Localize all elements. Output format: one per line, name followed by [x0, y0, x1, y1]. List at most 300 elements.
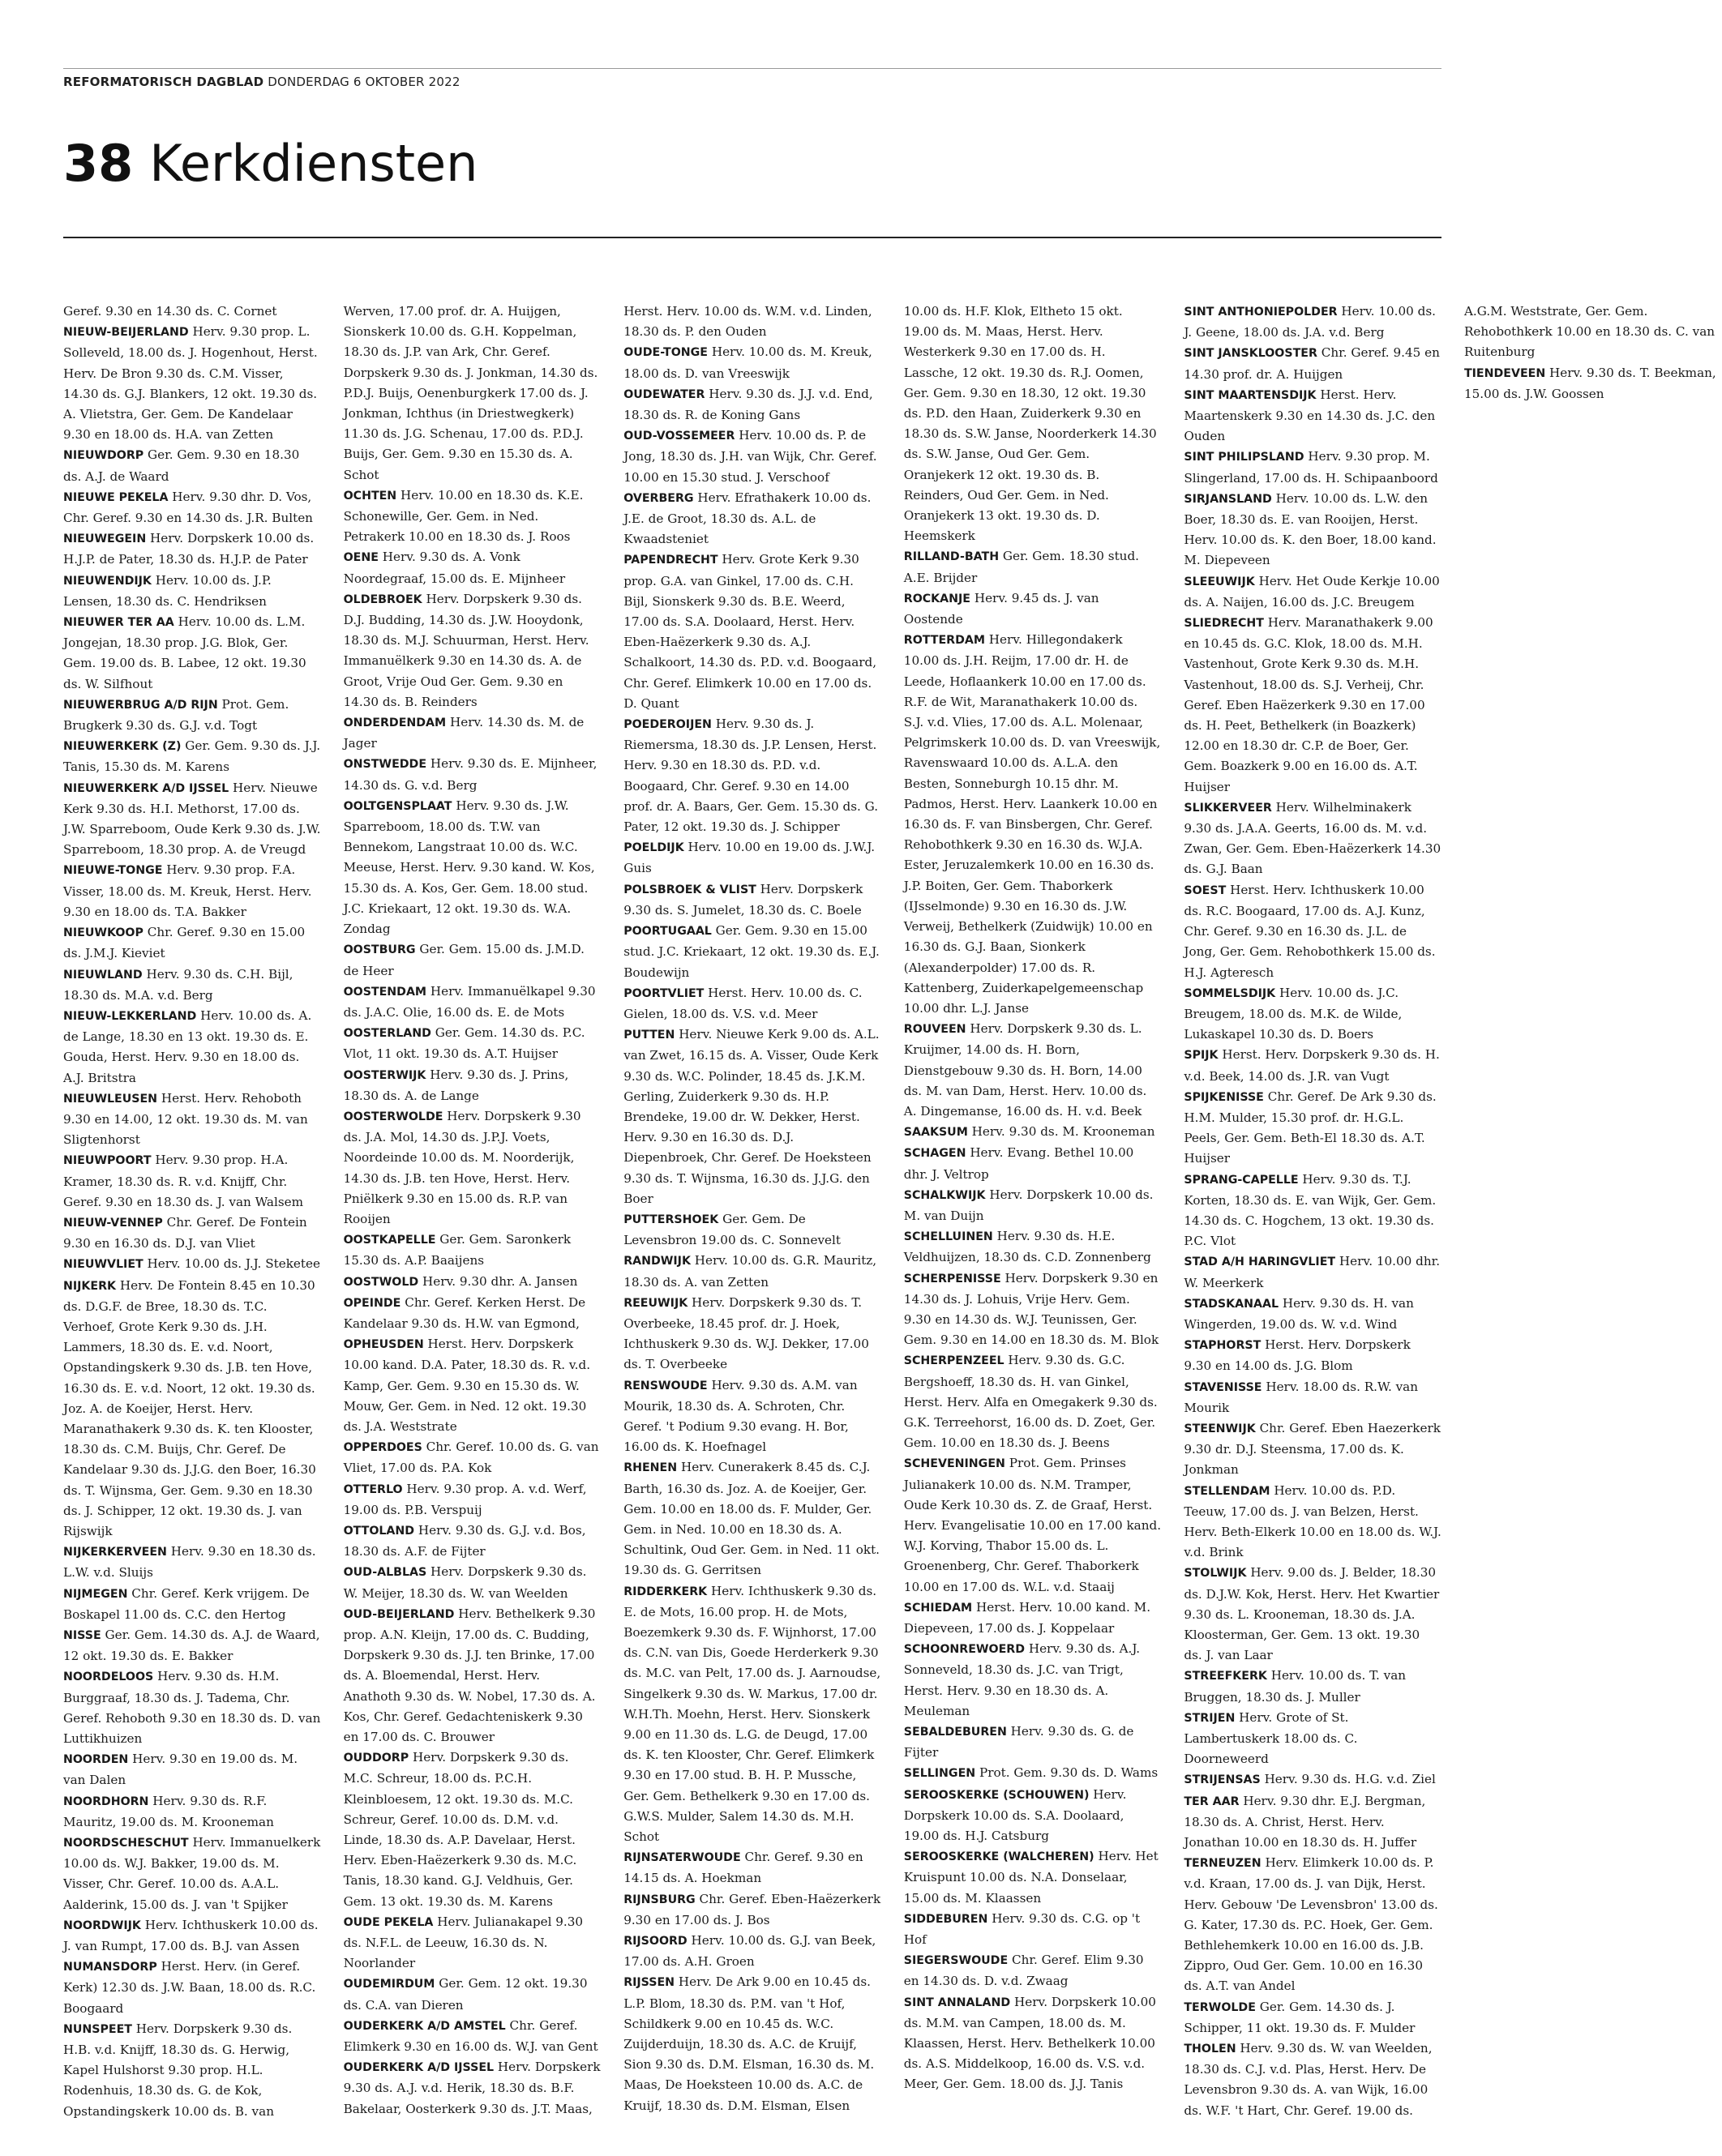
service-details: Herv. Elimkerk 10.00 ds. P. v.d. Kraan, 17.00 ds. J. van Dijk, Herst. Herv. Gebouw 'De Levensbron' 13.00 ds. G. Kater, 17.30 ds. P.C. Hoek, Ger. Gem. Bethlehemkerk 10.00 en 16.00 ds. J.B. Zippro, Oud Ger. Gem. 10.00 en 16.30 ds. A.T. van Andel — [1184, 1855, 1438, 1994]
publication-name: REFORMATORISCH DAGBLAD — [63, 75, 264, 89]
service-details: Herv. Dorpskerk 9.30 ds. D.J. Budding, 14.30 ds. J.W. Hooydonk, 18.30 ds. M.J. Schuurman, Herst. Herv. Immanuëlkerk 9.30 en 14.30 ds. A. de Groot, Vrije Oud Ger. Gem. 9.30 en 14.30 ds. B. Reinders — [343, 591, 589, 709]
place-name: OOSTERWIJK — [343, 1068, 426, 1082]
place-name: OUDERKERK A/D AMSTEL — [343, 2019, 506, 2033]
place-name: SCHAGEN — [903, 1147, 966, 1161]
service-details: Herv. 9.30 dhr. D. Vos, Chr. Geref. 9.30 en 14.30 ds. J.R. Bulten — [63, 489, 313, 526]
service-details: Herv. 9.30 ds. G.C. Bergshoeff, 18.30 ds. H. van Ginkel, Herst. Herv. Alfa en Omegakerk 9.30 ds. G.K. Terreehorst, 16.00 ds. D. Zoet, Ger. Gem. 10.00 en 18.30 ds. J. Beens — [903, 1353, 1158, 1451]
service-entry — [1184, 1563, 1441, 1666]
service-entry — [623, 1293, 881, 1375]
service-entry — [63, 1833, 321, 1915]
service-details: Herv. Efrathakerk 10.00 ds. J.E. de Groot, 18.30 ds. A.L. de Kwaadsteniet — [623, 490, 872, 547]
service-details: Prot. Gem. 9.30 ds. D. Wams — [979, 1765, 1159, 1781]
service-details: Herv. 9.00 ds. J. Belder, 18.30 ds. D.J.W. Kok, Herst. Herv. Het Kwartier 9.30 ds. L. Krooneman, 18.30 ds. J.A. Kloosterman, Ger. Gem. 13 okt. 19.30 ds. J. van Laar — [1184, 1565, 1440, 1663]
service-details: Herv. De Ark 9.00 en 10.45 ds. L.P. Blom, 18.30 ds. P.M. van 't Hof, Schildkerk 9.00 en 10.45 ds. W.C. Zuijderduijn, 18.30 ds. A.C. de Kruijf, Sion 9.30 ds. D.M. Elsman, 16.30 ds. M. Maas, De Hoeksteen 10.00 ds. A.C. de Kruijf, 18.30 ds. D.M. Elsman, Elsen 10.00 ds. H.F. Klok, Eltheto 15 okt. 19.00 ds. M. Maas, Herst. Herv. Westerkerk 9.30 en 17.00 ds. H. Lassche, 12 okt. 19.30 ds. R.J. Oomen, Ger. Gem. 9.30 en 18.30, 12 okt. 19.30 ds. P.D. den Haan, Zuiderkerk 9.30 en 18.30 ds. S.W. Janse, Noorderkerk 14.30 ds. S.W. Janse, Oud Ger. Gem. Oranjekerk 12 okt. 19.30 ds. B. Reinders, Oud Ger. Gem. in Ned. Oranjekerk 13 okt. 19.30 ds. D. Heemskerk — [623, 304, 1157, 2113]
service-entry — [904, 1122, 1162, 1143]
place-name: POLSBROEK & VLIST — [623, 883, 756, 896]
section-heading — [63, 131, 478, 196]
service-entry — [623, 1251, 881, 1292]
service-details: Chr. Geref. 9.30 en 14.15 ds. A. Hoekman — [623, 1850, 863, 1886]
service-details: Herv. Dorpskerk 10.00 ds. M. van Duijn — [903, 1187, 1154, 1223]
service-details: Ger. Gem. 9.30 en 15.00 stud. J.C. Kriekaart, 12 okt. 19.30 ds. E.J. Boudewijn — [623, 923, 880, 980]
service-entry — [63, 1542, 321, 1583]
service-entry — [63, 571, 321, 612]
service-details: Herv. 10.00 dhr. W. Meerkerk — [1184, 1254, 1441, 1290]
place-name: NIEUWERKERK A/D IJSSEL — [63, 781, 229, 795]
service-details: Herv. Dorpskerk 9.30 ds. A.J. v.d. Herik, 18.30 ds. B.F. Bakelaar, Oosterkerk 9.30 ds. J.T. Maas, Herst. Herv. 10.00 ds. W.M. v.d. Linden, 18.30 ds. P. den Ouden — [343, 304, 872, 2116]
service-details: Chr. Geref. 9.45 en 14.30 prof. dr. A. Huijgen — [1184, 345, 1440, 382]
service-details: Herst. Herv. Rehoboth 9.30 en 14.00, 12 okt. 19.30 ds. M. van Sligtenhorst — [63, 1090, 308, 1148]
place-name: NIEUWERKERK (Z) — [63, 740, 182, 754]
place-name: RILLAND-BATH — [903, 550, 1000, 564]
service-details: Herv. Dorpskerk 9.30 ds. W. Meijer, 18.30 ds. W. van Weelden — [343, 1564, 587, 1601]
service-details: Herv. Immanuëlkapel 9.30 ds. J.A.C. Olie, 16.00 ds. E. de Mots — [343, 983, 596, 1020]
service-entry — [63, 1150, 321, 1213]
service-details: Herv. 9.30 ds. H. van Wingerden, 19.00 ds. W. v.d. Wind — [1184, 1295, 1414, 1332]
service-details: Herv. Nieuwe Kerk 9.00 ds. A.L. van Zwet, 16.15 ds. A. Visser, Oude Kerk 9.30 ds. W.C. Polinder, 18.45 ds. J.K.M. Gerling, Zuiderkerk 9.30 ds. H.P. Brendeke, 19.00 dr. W. Dekker, Herst. Herv. 9.30 en 16.30 ds. D.J. Diepenbroek, Chr. Geref. De Hoeksteen 9.30 ds. T. Wijnsma, 16.30 ds. J.J.G. den Boer — [623, 1027, 880, 1206]
service-details: Chr. Geref. Elimkerk 9.30 en 16.00 ds. W.J. van Gent — [343, 2017, 598, 2055]
service-details: Herst. Herv. Ichthuskerk 10.00 ds. R.C. Boogaard, 17.00 ds. A.J. Kunz, Chr. Geref. 9.30 en 16.30 ds. J.L. de Jong, Ger. Gem. Rehobothkerk 15.00 ds. H.J. Agteresch — [1184, 882, 1436, 980]
service-details: Herv. 9.30 dhr. A. Jansen — [422, 1273, 578, 1289]
place-name: SCHERPENISSE — [903, 1272, 1001, 1285]
place-name: NIEUWPOORT — [63, 1154, 152, 1168]
section-title: Kerkdiensten — [149, 134, 478, 193]
place-name: TIENDEVEEN — [1463, 366, 1546, 380]
service-entry — [344, 589, 602, 712]
place-name: NOORDSCHESCHUT — [63, 1837, 189, 1850]
service-entry — [344, 1479, 602, 1521]
service-entry — [623, 1931, 881, 1972]
place-name: SCHELLUINEN — [903, 1230, 993, 1244]
service-entry — [623, 1209, 881, 1251]
service-entry — [623, 921, 881, 983]
service-entry — [344, 1272, 602, 1293]
place-name: SCHALKWIJK — [903, 1188, 986, 1202]
service-entry — [344, 1293, 602, 1334]
service-entry — [63, 736, 321, 777]
service-details: Herv. 9.30 ds. H.M. Burggraaf, 18.30 ds. J. Tadema, Chr. Geref. Rehoboth 9.30 en 18.30 ds. D. van Luttikhuizen — [63, 1669, 321, 1747]
service-entry — [63, 778, 321, 861]
place-name: NIEUWDORP — [63, 449, 144, 463]
place-name: POEDEROIJEN — [623, 718, 712, 732]
service-entry — [63, 1625, 321, 1666]
place-name: SLIEDRECHT — [1184, 617, 1264, 631]
place-name: ONDERDENDAM — [343, 717, 447, 730]
service-entry — [344, 547, 602, 588]
place-name: PUTTERSHOEK — [623, 1213, 719, 1226]
service-entry — [623, 1889, 881, 1931]
service-details: Herv. Maranathakerk 9.00 en 10.45 ds. G.C. Klok, 18.00 ds. M.H. Vastenhout, Grote Kerk 9.30 ds. M.H. Vastenhout, 18.00 ds. S.J. Verheij, Chr. Geref. Eben Haëzerkerk 9.30 en 17.00 ds. H. Peet, Bethelkerk (in Boazkerk) 12.00 en 18.30 dr. C.P. de Boer, Ger. Gem. Boazkerk 9.00 en 16.00 ds. A.T. Huijser — [1184, 615, 1433, 794]
service-details: Herv. De Fontein 8.45 en 10.30 ds. D.G.F. de Bree, 18.30 ds. T.C. Verhoef, Grote Kerk 9.30 ds. J.H. Lammers, 18.30 ds. E. v.d. Noort, Opstandingskerk 9.30 ds. J.B. ten Hove, 16.30 ds. E. v.d. Noort, 12 okt. 19.30 ds. Joz. A. de Koeijer, Herst. Herv. Maranathakerk 9.30 ds. K. ten Klooster, 18.30 ds. C.M. Buijs, Chr. Geref. De Kandelaar 9.30 ds. J.J.G. den Boer, 16.30 ds. T. Wijnsma, Ger. Gem. 9.30 en 18.30 ds. J. Schipper, 12 okt. 19.30 ds. J. van Rijswijk — [63, 1277, 316, 1538]
service-details: Herv. 9.30 ds. J. Riemersma, 18.30 ds. J.P. Lensen, Herst. Herv. 9.30 en 18.30 ds. P.D. v.d. Boogaard, Chr. Geref. 9.30 en 14.00 prof. dr. A. Baars, Ger. Gem. 15.30 ds. G. Pater, 12 okt. 19.30 ds. J. Schipper — [623, 717, 879, 835]
service-entry — [344, 712, 602, 754]
service-entry — [1184, 983, 1441, 1046]
service-details: Herv. Grote of St. Lambertuskerk 18.00 ds. C. Doorneweerd — [1184, 1709, 1358, 1767]
service-entry — [904, 1639, 1162, 1722]
service-entry — [63, 322, 321, 445]
service-entry — [63, 1089, 321, 1151]
place-name: OTTOLAND — [343, 1524, 415, 1538]
place-name: STOLWIJK — [1184, 1567, 1247, 1581]
service-details: Herv. 10.00 en 19.00 ds. J.W.J. Guis — [623, 840, 876, 876]
service-entry — [904, 1846, 1162, 1909]
service-details: Herst. Herv. 10.00 ds. C. Gielen, 18.00 ds. V.S. v.d. Meer — [623, 985, 863, 1021]
service-details: Herv. 9.30 en 19.00 ds. M. van Dalen — [63, 1752, 298, 1788]
service-entry — [904, 1950, 1162, 1991]
service-entry — [63, 1749, 321, 1790]
service-details: Ger. Gem. 12 okt. 19.30 ds. C.A. van Dieren — [343, 1976, 588, 2013]
service-entry — [904, 1909, 1162, 1950]
service-entry — [904, 1722, 1162, 1763]
service-entry — [1184, 1853, 1441, 1996]
service-details: Herv. 9.30 ds. T.J. Korten, 18.30 ds. E. van Wijk, Ger. Gem. 14.30 ds. C. Hogchem, 13 okt. 19.30 ds. P.C. Vlot — [1184, 1171, 1437, 1249]
service-entry — [623, 837, 881, 879]
service-entry — [1184, 302, 1441, 343]
place-name: RIJNSBURG — [623, 1893, 696, 1906]
service-details: Herv. 10.00 ds. G.R. Mauritz, 18.30 ds. A. van Zetten — [623, 1253, 877, 1290]
service-entry — [63, 487, 321, 528]
service-entry — [904, 1185, 1162, 1226]
service-details: Herv. 10.00 ds. J.C. Breugem, 18.00 ds. M.K. de Wilde, Lukaskapel 10.30 ds. D. Boers — [1184, 985, 1403, 1042]
service-entry — [623, 983, 881, 1025]
service-details: Ger. Gem. 14.30 ds. P.C. Vlot, 11 okt. 19.30 ds. A.T. Huijser — [343, 1025, 585, 1062]
place-name: OOLTGENSPLAAT — [343, 799, 452, 813]
service-details: Chr. Geref. 10.00 ds. G. van Vliet, 17.00 ds. P.A. Kok — [343, 1439, 599, 1476]
place-name: SCHERPENZEEL — [903, 1354, 1004, 1368]
service-details: Herv. 9.30 en 18.30 ds. L.W. v.d. Sluijs — [63, 1544, 316, 1581]
service-details: Herv. 9.30 ds. A.J. Sonneveld, 18.30 ds. J.C. van Trigt, Herst. Herv. 9.30 en 18.30 ds. A. Meuleman — [903, 1641, 1141, 1718]
service-details: Herv. Bethelkerk 9.30 prop. A.N. Kleijn, 17.00 ds. C. Budding, Dorpskerk 9.30 ds. J.J. ten Brinke, 17.00 ds. A. Bloemendal, Herst. Herv. Anathoth 9.30 ds. W. Nobel, 17.30 ds. A. Kos, Chr. Geref. Gedachteniskerk 9.30 en 17.00 ds. C. Brouwer — [343, 1606, 596, 1745]
service-entry — [623, 384, 881, 426]
service-details: Ger. Gem. 14.30 ds. J. Schipper, 11 okt. 19.30 ds. F. Mulder — [1184, 1999, 1416, 2035]
service-entry — [904, 1268, 1162, 1351]
service-entry — [1184, 1045, 1441, 1086]
service-entry — [1184, 489, 1441, 571]
service-entry — [63, 1213, 321, 1254]
service-entry — [63, 1006, 321, 1089]
service-entry — [904, 1453, 1162, 1597]
service-entry — [63, 695, 321, 736]
service-details: Herst. Herv. Maartenskerk 9.30 en 14.30 ds. J.C. den Ouden — [1184, 387, 1436, 444]
place-name: RANDWIJK — [623, 1255, 691, 1268]
service-entry — [1184, 1170, 1441, 1252]
place-name: SINT MAARTENSDIJK — [1184, 388, 1317, 402]
service-details: Herv. Dorpskerk 9.30 ds. T. Overbeeke, 18.45 prof. dr. J. Hoek, Ichthuskerk 9.30 ds. W.J. Dekker, 17.00 ds. T. Overbeeke — [623, 1294, 869, 1372]
place-name: POELDIJK — [623, 841, 684, 855]
service-entry — [344, 1974, 602, 2015]
place-name: OENE — [343, 551, 379, 565]
service-entry — [1184, 1251, 1441, 1293]
service-entry — [344, 486, 602, 548]
place-name: NIEUW-LEKKERLAND — [63, 1009, 197, 1023]
service-details: Geref. 9.30 en 14.30 ds. C. Cornet — [63, 304, 277, 319]
service-entry — [623, 1847, 881, 1889]
place-name: TERWOLDE — [1184, 2000, 1256, 2014]
place-name: OPHEUSDEN — [343, 1338, 424, 1352]
place-name: OOSTENDAM — [343, 985, 427, 999]
service-entry — [344, 1106, 602, 1230]
place-name: ROUVEEN — [903, 1023, 966, 1037]
place-name: STRIJENSAS — [1184, 1773, 1261, 1787]
service-details: Herv. 9.30 ds. H.E. Veldhuijzen, 18.30 ds. C.D. Zonnenberg — [903, 1229, 1151, 1265]
place-name: SAAKSUM — [903, 1126, 968, 1140]
service-details: Herv. 9.30 ds. R.F. Mauritz, 19.00 ds. M. Krooneman — [63, 1793, 274, 1829]
service-details: Ger. Gem. 9.30 ds. J.J. Tanis, 15.30 ds. M. Karens — [63, 738, 321, 775]
masthead — [63, 75, 1441, 89]
service-details: Chr. Geref. 9.30 en 15.00 ds. J.M.J. Kieviet — [63, 925, 306, 961]
place-name: SIEGERSWOUDE — [903, 1954, 1009, 1968]
service-details: Herv. 10.00 en 18.30 ds. K.E. Schonewille, Ger. Gem. in Ned. Petrakerk 10.00 en 18.30 ds. J. Roos — [343, 487, 584, 545]
service-entry — [344, 939, 602, 981]
place-name: SINT PHILIPSLAND — [1184, 451, 1304, 464]
service-entry — [63, 445, 321, 486]
service-details: Herv. 10.00 ds. L.M. Jongejan, 18.30 prop. J.G. Blok, Ger. Gem. 19.00 ds. B. Labee, 12 okt. 19.30 ds. W. Silfhout — [63, 614, 306, 691]
place-name: TERNEUZEN — [1184, 1857, 1262, 1871]
service-details: Herv. 10.00 ds. T. van Bruggen, 18.30 ds. J. Muller — [1184, 1668, 1407, 1705]
place-name: OUD-VOSSEMEER — [623, 430, 735, 443]
place-name: RHENEN — [623, 1461, 678, 1475]
service-entry — [904, 1350, 1162, 1453]
service-details: Herst. Herv. (in Geref. Kerk) 12.30 ds. J.W. Baan, 18.00 ds. R.C. Boogaard — [63, 1959, 316, 2016]
service-details: Herv. 9.45 ds. J. van Oostende — [903, 590, 1099, 627]
issue-date: DONDERDAG 6 OKTOBER 2022 — [268, 75, 460, 89]
place-name: THOLEN — [1184, 2043, 1236, 2056]
service-details: Herv. 10.00 ds. A. de Lange, 18.30 en 13 okt. 19.30 ds. E. Gouda, Herst. Herv. 9.30 en 18.00 ds. A.J. Britstra — [63, 1007, 312, 1085]
service-entry — [623, 488, 881, 550]
service-details: Herv. 9.30 ds. H.G. v.d. Ziel — [1264, 1772, 1436, 1787]
place-name: NIEUWLEUSEN — [63, 1092, 158, 1106]
service-details: Herv. 10.00 ds. M. Kreuk, 18.00 ds. D. van Vreeswijk — [623, 344, 872, 381]
service-details: Herv. 9.30 ds. G.J. v.d. Bos, 18.30 ds. A.F. de Fijter — [343, 1522, 586, 1559]
place-name: SPIJK — [1184, 1049, 1219, 1063]
service-entry — [63, 1584, 321, 1625]
service-entry — [344, 1604, 602, 1747]
service-entry — [904, 1019, 1162, 1122]
place-name: REEUWIJK — [623, 1296, 688, 1310]
service-entry — [1184, 613, 1441, 798]
place-name: NOORDEN — [63, 1753, 129, 1767]
service-entry — [1184, 1769, 1441, 1790]
place-name: OOSTWOLD — [343, 1275, 419, 1289]
service-details: Herv. Het Kruispunt 10.00 ds. N.A. Donselaar, 15.00 ds. M. Klaassen — [903, 1849, 1159, 1906]
place-name: SEBALDEBUREN — [903, 1726, 1007, 1739]
place-name: SIRJANSLAND — [1184, 492, 1272, 506]
service-details: Herv. 10.00 ds. J. Geene, 18.00 ds. J.A. v.d. Berg — [1184, 304, 1436, 340]
place-name: NOORDELOOS — [63, 1670, 154, 1684]
place-name: RIJSOORD — [623, 1935, 688, 1949]
service-details: Herv. 9.30 ds. J.J. v.d. End, 18.30 ds. R. de Koning Gans — [623, 386, 873, 423]
service-details: Herv. 9.30 ds. A.M. van Mourik, 18.30 ds. A. Schroten, Chr. Geref. 't Podium 9.30 evang. H. Bor, 16.00 ds. K. Hoefnagel — [623, 1377, 858, 1455]
service-details: Chr. Geref. De Fontein 9.30 en 16.30 ds. D.J. van Vliet — [63, 1214, 307, 1251]
place-name: OUD-BEIJERLAND — [343, 1607, 455, 1621]
service-details: Chr. Geref. Kerk vrijgem. De Boskapel 11.00 ds. C.C. den Hertog — [63, 1585, 310, 1622]
service-entry — [344, 1023, 602, 1064]
service-details: Prot. Gem. Brugkerk 9.30 ds. G.J. v.d. Togt — [63, 696, 289, 734]
service-details: Prot. Gem. Prinses Julianakerk 10.00 ds. N.M. Tramper, Oude Kerk 10.30 ds. Z. de Graaf, Herst. Herv. Evangelisatie 10.00 en 17.00 kand. W.J. Korving, Thabor 15.00 ds. L. Groenenberg, Chr. Geref. Thaborkerk 10.00 en 17.00 ds. W.L. v.d. Staaij — [903, 1456, 1162, 1594]
place-name: OUDE-TONGE — [623, 346, 708, 360]
place-name: OVERBERG — [623, 491, 694, 505]
service-details: Herst. Herv. Dorpskerk 9.30 en 14.00 ds. J.G. Blom — [1184, 1337, 1411, 1374]
service-entry — [623, 879, 881, 921]
service-details: Herv. Julianakapel 9.30 ds. N.F.L. de Leeuw, 16.30 ds. N. Noorlander — [343, 1914, 584, 1971]
service-details: Ger. Gem. 14.30 ds. A.J. de Waard, 12 okt. 19.30 ds. E. Bakker — [63, 1628, 320, 1664]
service-details: Herv. 9.30 ds. E. Mijnheer, 14.30 ds. G. v.d. Berg — [343, 756, 598, 793]
place-name: ROCKANJE — [903, 592, 970, 605]
service-entry — [1184, 447, 1441, 488]
place-name: SINT ANNALAND — [903, 1996, 1011, 2009]
service-details: Herv. Dorpskerk 10.00 ds. H.J.P. de Pater, 18.30 ds. H.J.P. de Pater — [63, 531, 315, 567]
service-entry — [623, 1025, 881, 1209]
service-details: Herv. Het Oude Kerkje 10.00 ds. A. Naijen, 16.00 ds. J.C. Breugem — [1184, 573, 1440, 610]
service-details: Herv. Ichthuskerk 9.30 ds. E. de Mots, 16.00 prop. H. de Mots, Boezemkerk 9.30 ds. F. Wijnhorst, 17.00 ds. C.N. van Dis, Goede Herderkerk 9.30 ds. M.C. van Pelt, 17.00 ds. J. Aarnoudse, Singelkerk 9.30 ds. W. Markus, 17.00 dr. W.H.Th. Moehn, Herst. Herv. Sionskerk 9.00 en 11.30 ds. L.G. de Deugd, 17.00 ds. K. ten Klooster, Chr. Geref. Elimkerk 9.30 en 17.00 stud. B. H. P. Mussche, Ger. Gem. Bethelkerk 9.30 en 17.00 ds. G.W.S. Mulder, Salem 14.30 ds. M.H. Schot — [623, 1583, 881, 1845]
service-entry — [623, 1375, 881, 1458]
place-name: OOSTERWOLDE — [343, 1110, 443, 1123]
place-name: PAPENDRECHT — [623, 554, 718, 567]
place-name: STAPHORST — [1184, 1339, 1262, 1353]
service-entry — [1184, 1418, 1441, 1481]
service-details: Herv. Nieuwe Kerk 9.30 ds. H.I. Methorst, 17.00 ds. J.W. Sparreboom, Oude Kerk 9.30 ds. J.W. Sparreboom, 18.30 prop. A. de Vreugd — [63, 780, 321, 858]
place-name: NIEUWKOOP — [63, 926, 144, 940]
service-entry — [1184, 571, 1441, 613]
place-name: SINT ANTHONIEPOLDER — [1184, 306, 1338, 319]
place-name: NISSE — [63, 1629, 101, 1642]
service-entry — [63, 528, 321, 570]
service-details: Herv. Dorpskerk 9.30 ds. S. Jumelet, 18.30 ds. C. Boele — [623, 881, 863, 918]
top-divider — [63, 68, 1441, 69]
place-name: OUDDORP — [343, 1752, 409, 1765]
service-entry — [1184, 880, 1441, 983]
place-name: SLEEUWIJK — [1184, 575, 1255, 588]
place-name: SIDDEBUREN — [903, 1912, 988, 1926]
service-details: Ger. Gem. 18.30 stud. A.E. Brijder — [903, 549, 1139, 585]
place-name: NIEUWEGEIN — [63, 533, 147, 546]
place-name: OPEINDE — [343, 1296, 401, 1310]
service-details: Ger. Gem. Saronkerk 15.30 ds. A.P. Baaijens — [343, 1232, 572, 1268]
service-entry — [344, 1437, 602, 1478]
service-details: Herst. Herv. 10.00 kand. M. Diepeveen, 17.00 ds. J. Koppelaar — [903, 1599, 1151, 1636]
service-entry — [904, 1143, 1162, 1184]
place-name: ONSTWEDDE — [343, 758, 427, 772]
service-details: Herst. Herv. Dorpskerk 9.30 ds. H. v.d. Beek, 14.00 ds. J.R. van Vugt — [1184, 1047, 1440, 1084]
place-name: SELLINGEN — [903, 1767, 976, 1781]
place-name: PUTTEN — [623, 1029, 675, 1042]
service-entry — [344, 982, 602, 1023]
service-details: Herv. 9.30 prop. M. Slingerland, 17.00 ds. H. Schipaanboord — [1184, 449, 1438, 486]
service-details: Herv. 10.00 ds. J.P. Lensen, 18.30 ds. C. Hendriksen — [63, 572, 272, 609]
place-name: STREEFKERK — [1184, 1670, 1267, 1683]
service-details: Herv. 9.30 dhr. E.J. Bergman, 18.30 ds. A. Christ, Herst. Herv. Jonathan 10.00 en 18.30 ds. H. Juffer — [1184, 1793, 1426, 1850]
place-name: OLDEBROEK — [343, 592, 422, 606]
service-details: Chr. Geref. Kerken Herst. De Kandelaar 9.30 ds. H.W. van Egmond, — [343, 1294, 586, 1331]
place-name: SCHIEDAM — [903, 1601, 973, 1615]
service-details: Herv. 9.30 prop. F.A. Visser, 18.00 ds. M. Kreuk, Herst. Herv. 9.30 en 18.00 ds. T.A. Bakker — [63, 862, 312, 919]
place-name: NUNSPEET — [63, 2022, 132, 2036]
place-name: SINT JANSKLOOSTER — [1184, 347, 1317, 361]
place-name: SCHEVENINGEN — [903, 1457, 1005, 1471]
service-details: Herv. 9.30 ds. C.G. op 't Hof — [903, 1910, 1141, 1948]
place-name: NUMANSDORP — [63, 1961, 157, 1974]
place-name: SEROOSKERKE (WALCHEREN) — [903, 1850, 1094, 1864]
place-name: NIJKERKERVEEN — [63, 1546, 167, 1559]
service-entry — [1184, 385, 1441, 447]
service-details: Herst. Herv. Dorpskerk 10.00 kand. D.A. Pater, 18.30 ds. R. v.d. Kamp, Ger. Gem. 9.30 en 15.30 ds. W. Mouw, Ger. Gem. in Ned. 12 okt. 19.30 ds. J.A. Weststrate — [343, 1337, 591, 1434]
service-details: Herv. 9.30 ds. G. de Fijter — [903, 1724, 1134, 1760]
service-entry — [1184, 343, 1441, 384]
service-entry — [63, 1791, 321, 1833]
place-name: NIJMEGEN — [63, 1587, 128, 1601]
service-details: Herv. Hillegondakerk 10.00 ds. J.H. Reijm, 17.00 dr. H. de Leede, Hoflaankerk 10.00 en 17.00 ds. R.F. de Wit, Maranathakerk 10.00 ds. S.J. v.d. Vlies, 17.00 ds. A.L. Molenaar, Pelgrimskerk 10.00 ds. D. van Vreeswijk, Ravenswaard 10.00 ds. A.L.A. den Besten, Sonneburgh 10.15 dhr. M. Padmos, Herst. Herv. Laankerk 10.00 en 16.30 ds. F. van Binsbergen, Chr. Geref. Rehobothkerk 9.30 en 16.30 ds. W.J.A. Ester, Jeruzalemkerk 10.00 en 16.30 ds. J.P. Boiten, Ger. Gem. Thaborkerk (IJsselmonde) 9.30 en 16.30 ds. J.W. Verweij, Bethelkerk (Zuidwijk) 10.00 en 16.30 ds. G.J. Baan, Sionkerk (Alexanderpolder) 17.00 ds. R. Kattenberg, Zuiderkapelgemeenschap 10.00 dhr. L.J. Janse — [903, 632, 1161, 1016]
place-name: POORTUGAAL — [623, 925, 712, 939]
place-name: SLIKKERVEER — [1184, 801, 1272, 815]
place-name: NIEUWLAND — [63, 968, 143, 982]
service-entry — [1184, 1791, 1441, 1854]
service-entry — [1464, 363, 1722, 404]
place-name: SOMMELSDIJK — [1184, 986, 1276, 1000]
service-details: Herv. 18.00 ds. R.W. van Mourik — [1184, 1379, 1419, 1415]
service-entry — [63, 1666, 321, 1749]
service-details: Herv. 9.30 ds. J.W. Sparreboom, 18.00 ds. T.W. van Bennekom, Langstraat 10.00 ds. W.C. Meeuse, Herst. Herv. 9.30 kand. W. Kos, 15.30 ds. A. Kos, Ger. Gem. 18.00 stud. J.C. Kriekaart, 12 okt. 19.30 ds. W.A. Zondag — [343, 798, 595, 937]
service-details: Chr. Geref. Eben-Haëzerkerk 9.30 en 17.00 ds. J. Bos — [623, 1891, 881, 1927]
heading-divider — [63, 237, 1441, 238]
place-name: STRIJEN — [1184, 1711, 1236, 1725]
service-details: Herv. 9.30 ds. W. van Weelden, 18.30 ds. C.J. v.d. Plas, Herst. Herv. De Levensbron 9.30 ds. A. van Wijk, 16.00 ds. W.F. 't Hart, Chr. Geref. 19.00 ds. A.G.M. Weststrate, Ger. Gem. Rehobothkerk 10.00 en 18.30 ds. C. van Ruitenburg — [1184, 304, 1716, 2118]
service-entry — [904, 546, 1162, 588]
service-details: Herv. 9.30 ds. M. Krooneman — [971, 1124, 1155, 1140]
place-name: NOORDWIJK — [63, 1919, 141, 1932]
place-name: NIEUWE-TONGE — [63, 864, 163, 878]
service-details: Herv. Dorpskerk 9.30 ds. L. Kruijmer, 14.00 ds. H. Born, Dienstgebouw 9.30 ds. H. Born, 14.00 ds. M. van Dam, Herst. Herv. 10.00 ds. A. Dingemanse, 16.00 ds. H. v.d. Beek — [903, 1021, 1147, 1119]
service-entry — [63, 612, 321, 695]
place-name: NIEUWENDIJK — [63, 574, 152, 588]
service-entry — [1184, 1335, 1441, 1376]
service-details: Herv. 10.00 ds. L.W. den Boer, 18.30 ds. E. van Rooijen, Herst. Herv. 10.00 ds. K. den Boer, 18.00 kand. M. Diepeveen — [1184, 490, 1437, 568]
service-entry — [63, 1915, 321, 1957]
service-entry — [904, 1785, 1162, 1847]
place-name: SPIJKENISSE — [1184, 1090, 1264, 1104]
service-entry — [63, 302, 321, 322]
service-entry — [344, 1230, 602, 1271]
service-details: Herv. Dorpskerk 9.30 ds. H.B. v.d. Knijff, 18.30 ds. G. Herwig, Kapel Hulshorst 9.30 prop. H.L. Rodenhuis, 18.30 ds. G. de Kok, Opstandingskerk 10.00 ds. B. van Werven, 17.00 prof. dr. A. Huijgen, Sionskerk 10.00 ds. G.H. Koppelman, 18.30 ds. J.P. van Ark, Chr. Geref. Dorpskerk 9.30 ds. J. Jonkman, 14.30 ds. P.D.J. Buijs, Oenenburgkerk 17.00 ds. J. Jonkman, Ichthus (in Driestwegkerk) 11.30 ds. J.G. Schenau, 17.00 ds. P.D.J. Buijs, Ger. Gem. 9.30 en 15.30 ds. A. Schot — [63, 304, 598, 2119]
service-details: Herv. 9.30 prop. H.A. Kramer, 18.30 ds. R. v.d. Knijff, Chr. Geref. 9.30 en 18.30 ds. J. van Walsem — [63, 1153, 304, 1209]
service-details: Herv. Dorpskerk 9.30 ds. J.A. Mol, 14.30 ds. J.P.J. Voets, Noordeinde 10.00 ds. M. Noorderijk, 14.30 ds. J.B. ten Hove, Herst. Herv. Pniëlkerk 9.30 en 15.00 ds. R.P. van Rooijen — [343, 1108, 581, 1226]
service-details: Herv. 9.30 ds. A. Vonk Noordegraaf, 15.00 ds. E. Mijnheer — [343, 550, 566, 586]
place-name: SEROOSKERKE (SCHOUWEN) — [903, 1788, 1090, 1802]
place-name: OUDE PEKELA — [343, 1915, 434, 1929]
service-entry — [344, 1912, 602, 1974]
service-entry — [623, 550, 881, 714]
service-entry — [904, 1226, 1162, 1268]
place-name: RIJNSATERWOUDE — [623, 1851, 741, 1865]
service-entry — [904, 1763, 1162, 1784]
service-entry — [904, 1598, 1162, 1639]
service-entry — [1184, 1377, 1441, 1418]
page-number: 38 — [63, 134, 134, 193]
place-name: STELLENDAM — [1184, 1484, 1270, 1498]
place-name: STAD A/H HARINGVLIET — [1184, 1256, 1336, 1269]
service-entry — [904, 630, 1162, 1019]
service-details: Herv. Ichthuskerk 10.00 ds. J. van Rumpt, 17.00 ds. B.J. van Assen — [63, 1917, 319, 1954]
service-details: Herv. 9.30 ds. J. Prins, 18.30 ds. A. de Lange — [343, 1067, 569, 1103]
service-details: Herv. Dorpskerk 10.00 ds. M.M. van Campen, 18.00 ds. M. Klaassen, Herst. Herv. Bethelkerk 10.00 ds. A.S. Middelkoop, 16.00 ds. V.S. v.d. Meer, Ger. Gem. 18.00 ds. J.J. Tanis — [903, 1994, 1156, 2092]
service-details: Herv. 10.00 ds. P.D. Teeuw, 17.00 ds. J. van Belzen, Herst. Herv. Beth-Elkerk 10.00 en 18.00 ds. W.J. v.d. Brink — [1184, 1482, 1441, 1560]
service-entry — [344, 2016, 602, 2057]
service-entry — [623, 426, 881, 488]
service-details: Herv. Dorpskerk 10.00 ds. S.A. Doolaard, 19.00 ds. H.J. Catsburg — [903, 1786, 1127, 1844]
service-details: Herv. 9.30 prop. A. v.d. Werf, 19.00 ds. P.B. Verspuij — [343, 1481, 587, 1517]
service-details: Ger. Gem. De Levensbron 19.00 ds. C. Sonnevelt — [623, 1211, 841, 1248]
service-details: Herv. Evang. Bethel 10.00 dhr. J. Veltrop — [903, 1145, 1134, 1182]
service-details: Herv. 10.00 ds. J.J. Steketee — [147, 1256, 320, 1272]
service-entry — [344, 1562, 602, 1603]
